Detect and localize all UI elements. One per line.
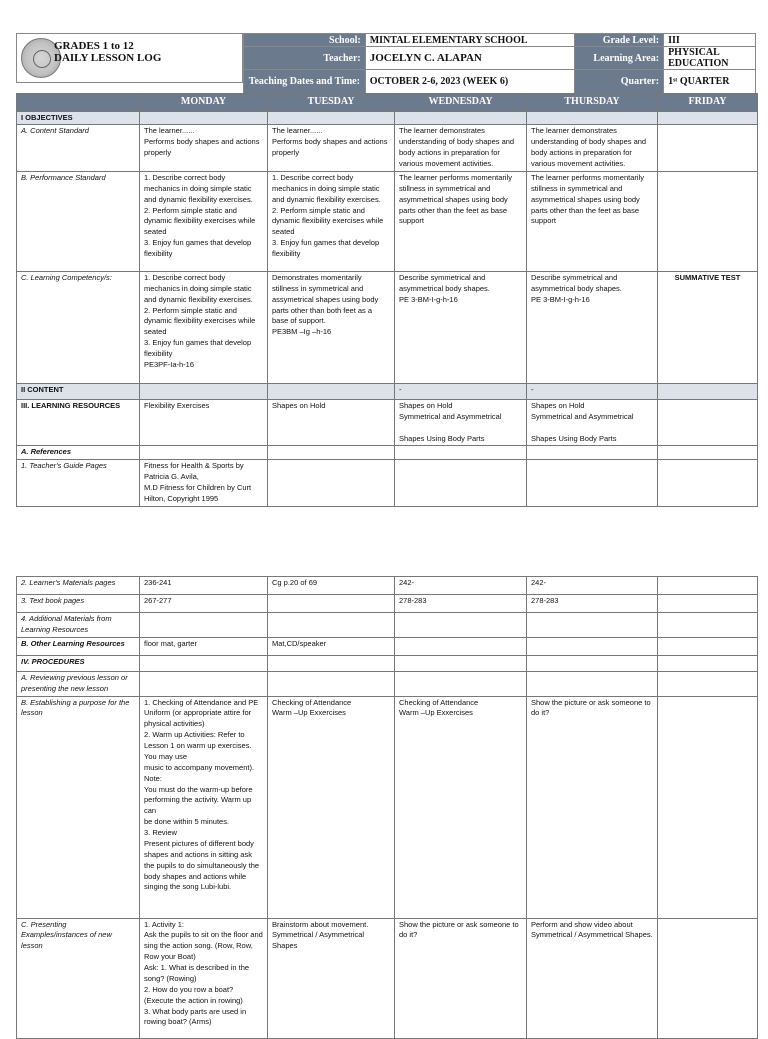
cell-wednesday: Describe symmetrical and asymmetrical body shapes. PE 3-BM-I-g-h-16 <box>395 271 527 383</box>
cell-tuesday <box>268 655 395 671</box>
row-label-iv-procedures: IV. PROCEDURES <box>17 655 140 671</box>
lesson-log-header <box>16 33 756 87</box>
area-value: PHYSICAL EDUCATION <box>664 47 756 70</box>
table-row <box>17 271 758 383</box>
row-label-c-presenting-examples-instances-of-new-lesson: C. Presenting Examples/instances of new lesson <box>17 918 140 1038</box>
cell-monday <box>140 613 268 638</box>
cell-thursday <box>527 460 658 507</box>
cell-thursday: The learner demonstrates understanding of body shapes and body actions in preparation for various movement activities. <box>527 125 658 172</box>
table-row <box>17 671 758 696</box>
cell-monday: Flexibility Exercises <box>140 399 268 446</box>
lesson-log-table-page2 <box>16 576 758 1039</box>
cell-monday: 267-277 <box>140 595 268 613</box>
grade-value: III <box>664 34 756 47</box>
cell-tuesday <box>268 671 395 696</box>
cell-thursday: 242- <box>527 577 658 595</box>
cell-tuesday <box>268 595 395 613</box>
table-row <box>17 577 758 595</box>
cell-wednesday: Checking of Attendance Warm –Up Exxercises <box>395 696 527 918</box>
row-label-b-other-learning-resources: B. Other Learning Resources <box>17 637 140 655</box>
cell-thursday <box>527 446 658 460</box>
table-row <box>17 637 758 655</box>
cell-tuesday <box>268 383 395 399</box>
logo-box <box>16 33 243 83</box>
cell-friday <box>658 918 758 1038</box>
cell-thursday <box>527 613 658 638</box>
cell-wednesday <box>395 637 527 655</box>
table-row <box>17 655 758 671</box>
cell-thursday: Perform and show video about Symmetrical / Asymmetrical Shapes. <box>527 918 658 1038</box>
cell-monday: The learner...... Performs body shapes and actions properly <box>140 125 268 172</box>
cell-friday <box>658 111 758 125</box>
row-label-1-teacher-s-guide-pages: 1. Teacher's Guide Pages <box>17 460 140 507</box>
cell-friday <box>658 399 758 446</box>
cell-wednesday <box>395 655 527 671</box>
header-title-line2: DAILY LESSON LOG <box>54 52 162 64</box>
cell-monday: 1. Activity 1: Ask the pupils to sit on the floor and sing the action song. (Row, Row, Row your Boat) Ask: 1. What is described in the song? (Rowing) 2. How do you row a boat? (Execute the action in rowing) 3. What body parts are used in rowing boat? (Arms) <box>140 918 268 1038</box>
cell-friday <box>658 637 758 655</box>
cell-tuesday: Shapes on Hold <box>268 399 395 446</box>
cell-thursday: Show the picture or ask someone to do it? <box>527 696 658 918</box>
cell-friday: SUMMATIVE TEST <box>658 271 758 383</box>
day-header-wednesday: WEDNESDAY <box>395 94 527 112</box>
cell-tuesday: Cg p.20 of 69 <box>268 577 395 595</box>
row-label-a-references: A. References <box>17 446 140 460</box>
cell-friday <box>658 125 758 172</box>
cell-friday <box>658 460 758 507</box>
cell-friday <box>658 696 758 918</box>
cell-wednesday: - <box>395 383 527 399</box>
cell-friday <box>658 671 758 696</box>
cell-monday: 1. Checking of Attendance and PE Uniform (or appropriate attire for physical activities) 2. Warm up Activities: Refer to Lesson 1 on warm up exercises. You may use music to accompany movement). Note: You must do the warm-up before performing the activity. Warm up can be done within 5 minutes. 3. Review Present pictures of different body shapes and actions in sitting ask the pupils to do simultaneously the body shapes and actions while singing the song Lubi-lubi. <box>140 696 268 918</box>
cell-tuesday <box>268 460 395 507</box>
lesson-log-table-page1 <box>16 93 758 507</box>
cell-tuesday: 1. Describe correct body mechanics in doing simple static and dynamic flexibility exercises. 2. Perform simple static and dynamic flexibility exercises while seated 3. Enjoy fun games that develop flexibility <box>268 171 395 271</box>
table-row <box>17 125 758 172</box>
header-info-table <box>243 33 756 94</box>
cell-wednesday: Show the picture or ask someone to do it? <box>395 918 527 1038</box>
cell-wednesday <box>395 460 527 507</box>
dates-value: OCTOBER 2-6, 2023 (WEEK 6) <box>365 70 575 94</box>
cell-tuesday: Checking of Attendance Warm –Up Exxercises <box>268 696 395 918</box>
cell-tuesday <box>268 613 395 638</box>
row-label-ii-content: II CONTENT <box>17 383 140 399</box>
cell-monday: 236-241 <box>140 577 268 595</box>
table-row <box>17 595 758 613</box>
cell-wednesday <box>395 671 527 696</box>
cell-wednesday: 278-283 <box>395 595 527 613</box>
cell-monday <box>140 655 268 671</box>
row-label-a-content-standard: A. Content Standard <box>17 125 140 172</box>
cell-friday <box>658 655 758 671</box>
row-label-b-establishing-a-purpose-for-the-lesson: B. Establishing a purpose for the lesson <box>17 696 140 918</box>
cell-monday <box>140 383 268 399</box>
cell-monday: Fitness for Health & Sports by Patricia G. Avila, M.D Fitness for Children by Curt Hilton, Copyright 1995 <box>140 460 268 507</box>
school-label: School: <box>244 34 366 47</box>
cell-tuesday <box>268 111 395 125</box>
grade-label: Grade Level: <box>575 34 664 47</box>
cell-tuesday: Demonstrates momentarily stillness in symmetrical and assymetrical shapes using body parts other than both feet as a base of support. PE3BM –Ig –h-16 <box>268 271 395 383</box>
row-label-4-additional-materials-from-learning-resources: 4. Additional Materials from Learning Resources <box>17 613 140 638</box>
quarter-label: Quarter: <box>575 70 664 94</box>
teacher-label: Teacher: <box>244 47 366 70</box>
header-title-line1: GRADES 1 to 12 <box>54 40 134 52</box>
row-label-a-reviewing-previous-lesson-or-presenting-the-new-lesson: A. Reviewing previous lesson or presenting the new lesson <box>17 671 140 696</box>
cell-friday <box>658 595 758 613</box>
cell-thursday: Shapes on Hold Symmetrical and Asymmetrical Shapes Using Body Parts <box>527 399 658 446</box>
day-header-thursday: THURSDAY <box>527 94 658 112</box>
cell-wednesday: 242- <box>395 577 527 595</box>
day-header-monday: MONDAY <box>140 94 268 112</box>
cell-tuesday: Brainstorm about movement. Symmetrical / Asymmetrical Shapes <box>268 918 395 1038</box>
row-label-c-learning-competency-s: C. Learning Competency/s: <box>17 271 140 383</box>
row-label-3-text-book-pages: 3. Text book pages <box>17 595 140 613</box>
cell-monday: 1. Describe correct body mechanics in doing simple static and dynamic flexibility exercises. 2. Perform simple static and dynamic flexibility exercises while seated 3. Enjoy fun games that develop flexibility PE3PF-Ia-h-16 <box>140 271 268 383</box>
cell-friday <box>658 171 758 271</box>
cell-friday <box>658 383 758 399</box>
header-blank-cell <box>17 94 140 112</box>
cell-thursday <box>527 637 658 655</box>
teacher-value: JOCELYN C. ALAPAN <box>365 47 575 70</box>
row-label-2-learner-s-materials-pages: 2. Learner's Materials pages <box>17 577 140 595</box>
cell-thursday: The learner performs momentarily stillness in symmetrical and asymmetrical shapes using body parts other than the feet as base support <box>527 171 658 271</box>
row-label-iii-learning-resources: III. LEARNING RESOURCES <box>17 399 140 446</box>
cell-tuesday: Mat,CD/speaker <box>268 637 395 655</box>
table-row <box>17 696 758 918</box>
area-label: Learning Area: <box>575 47 664 70</box>
table-row <box>17 111 758 125</box>
table-row <box>17 383 758 399</box>
cell-thursday: - <box>527 383 658 399</box>
cell-wednesday: The learner demonstrates understanding of body shapes and body actions in preparation for various movement activities. <box>395 125 527 172</box>
cell-monday <box>140 446 268 460</box>
row-label-b-performance-standard: B. Performance Standard <box>17 171 140 271</box>
cell-tuesday: The learner...... Performs body shapes and actions properly <box>268 125 395 172</box>
table-row <box>17 613 758 638</box>
cell-friday <box>658 613 758 638</box>
cell-thursday <box>527 111 658 125</box>
cell-tuesday <box>268 446 395 460</box>
table-row <box>17 918 758 1038</box>
cell-wednesday <box>395 446 527 460</box>
table-row <box>17 399 758 446</box>
cell-thursday: 278-283 <box>527 595 658 613</box>
school-value: MINTAL ELEMENTARY SCHOOL <box>365 34 575 47</box>
cell-wednesday: The learner performs momentarily stillness in symmetrical and asymmetrical shapes using body parts other than the feet as base support <box>395 171 527 271</box>
row-label-i-objectives: I OBJECTIVES <box>17 111 140 125</box>
cell-thursday <box>527 671 658 696</box>
cell-friday <box>658 577 758 595</box>
cell-wednesday: Shapes on Hold Symmetrical and Asymmetrical Shapes Using Body Parts <box>395 399 527 446</box>
table-row <box>17 446 758 460</box>
quarter-value: 1ˢᵗ QUARTER <box>664 70 756 94</box>
table-row <box>17 171 758 271</box>
cell-friday <box>658 446 758 460</box>
cell-monday: floor mat, garter <box>140 637 268 655</box>
day-header-friday: FRIDAY <box>658 94 758 112</box>
cell-wednesday <box>395 613 527 638</box>
cell-monday <box>140 671 268 696</box>
cell-monday: 1. Describe correct body mechanics in doing simple static and dynamic flexibility exercises. 2. Perform simple static and dynamic flexibility exercises while seated 3. Enjoy fun games that develop flexibility <box>140 171 268 271</box>
day-header-tuesday: TUESDAY <box>268 94 395 112</box>
dates-label: Teaching Dates and Time: <box>244 70 366 94</box>
cell-monday <box>140 111 268 125</box>
day-header-row <box>17 94 758 112</box>
table-row <box>17 460 758 507</box>
cell-wednesday <box>395 111 527 125</box>
cell-thursday: Describe symmetrical and asymmetrical body shapes. PE 3-BM-I-g-h-16 <box>527 271 658 383</box>
cell-thursday <box>527 655 658 671</box>
